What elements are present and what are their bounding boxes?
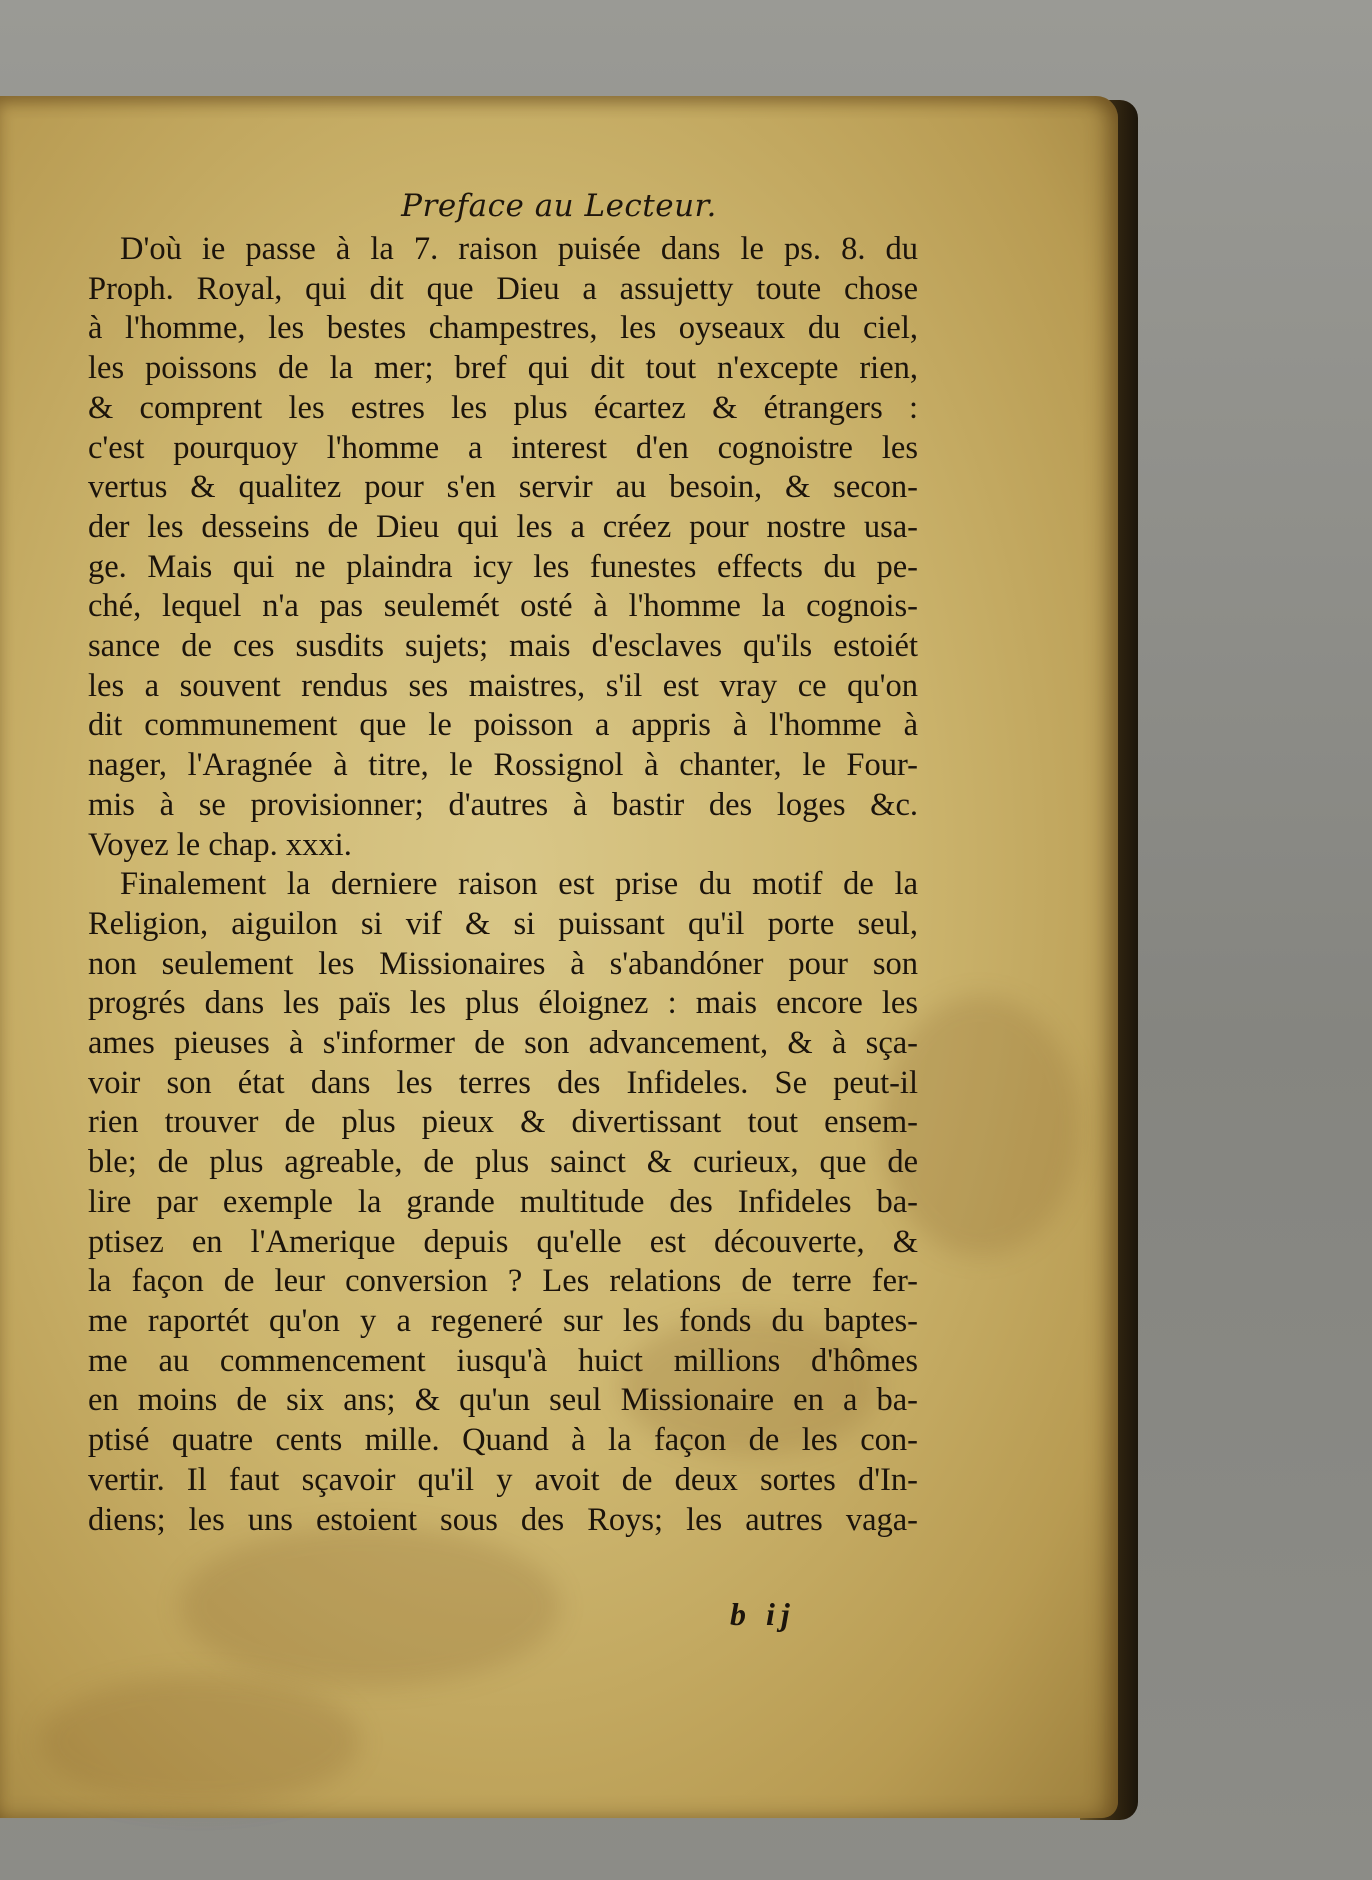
text-line: ble; de plus agreable, de plus sainct & curieux, que de xyxy=(88,1144,918,1181)
text-line: me raportét qu'on y a regeneré sur les fonds du baptes- xyxy=(88,1302,918,1339)
page-stain xyxy=(180,1526,560,1686)
text-line: Finalement la derniere raison est prise du motif de la xyxy=(120,866,918,903)
text-line: Proph. Royal, qui dit que Dieu a assujetty toute chose xyxy=(88,270,918,307)
text-line: ge. Mais qui ne plaindra icy les funestes effects du pe- xyxy=(88,548,918,585)
text-line: la façon de leur conversion ? Les relations de terre fer- xyxy=(88,1263,918,1300)
text-line: vertus & qualitez pour s'en servir au besoin, & secon- xyxy=(88,469,918,506)
text-line: c'est pourquoy l'homme a interest d'en cognoistre les xyxy=(88,429,918,466)
text-line: les poissons de la mer; bref qui dit tout n'excepte rien, xyxy=(88,350,918,387)
text-line: mis à se provisionner; d'autres à bastir des loges &c. xyxy=(88,786,918,823)
text-line: non seulement les Missionaires à s'abandóner pour son xyxy=(88,945,918,982)
text-line: ames pieuses à s'informer de son advancement, & à sça- xyxy=(88,1025,918,1062)
text-line: diens; les uns estoient sous des Roys; les autres vaga- xyxy=(88,1501,918,1538)
text-line: en moins de six ans; & qu'un seul Missionaire en a ba- xyxy=(88,1382,918,1419)
page-stain xyxy=(40,1676,360,1806)
text-line: ptisé quatre cents mille. Quand à la façon de les con- xyxy=(88,1422,918,1459)
text-line: Religion, aiguilon si vif & si puissant qu'il porte seul, xyxy=(88,905,918,942)
text-line: sance de ces susdits sujets; mais d'esclaves qu'ils estoiét xyxy=(88,628,918,665)
text-line: ptisez en l'Amerique depuis qu'elle est découverte, & xyxy=(88,1223,918,1260)
text-line: voir son état dans les terres des Infideles. Se peut-il xyxy=(88,1064,918,1101)
text-line: lire par exemple la grande multitude des Infideles ba- xyxy=(88,1183,918,1220)
running-head: Preface au Lecteur. xyxy=(401,188,717,224)
text-line: rien trouver de plus pieux & divertissant tout ensem- xyxy=(88,1104,918,1141)
text-line: Voyez le chap. xxxi. xyxy=(88,826,352,863)
text-line: les a souvent rendus ses maistres, s'il est vray ce qu'on xyxy=(88,667,918,704)
text-line: vertir. Il faut sçavoir qu'il y avoit de deux sortes d'In- xyxy=(88,1461,918,1498)
text-line: D'où ie passe à la 7. raison puisée dans le ps. 8. du xyxy=(120,231,918,267)
page-body-text xyxy=(88,230,918,1540)
text-line: & comprent les estres les plus écartez & étrangers : xyxy=(88,389,918,426)
text-line: der les desseins de Dieu qui les a créez pour nostre usa- xyxy=(88,508,918,545)
text-line: nager, l'Aragnée à titre, le Rossignol à chanter, le Four- xyxy=(88,747,918,784)
text-line: à l'homme, les bestes champestres, les oyseaux du ciel, xyxy=(88,310,918,347)
signature-mark: b ij xyxy=(730,1596,796,1632)
text-line: progrés dans les païs les plus éloignez : mais encore les xyxy=(88,985,918,1022)
text-line: me au commencement iusqu'à huict millions d'hômes xyxy=(88,1342,918,1379)
text-line: ché, lequel n'a pas seulemét osté à l'homme la cognois- xyxy=(88,588,918,625)
text-line: dit communement que le poisson a appris à l'homme à xyxy=(88,707,918,744)
